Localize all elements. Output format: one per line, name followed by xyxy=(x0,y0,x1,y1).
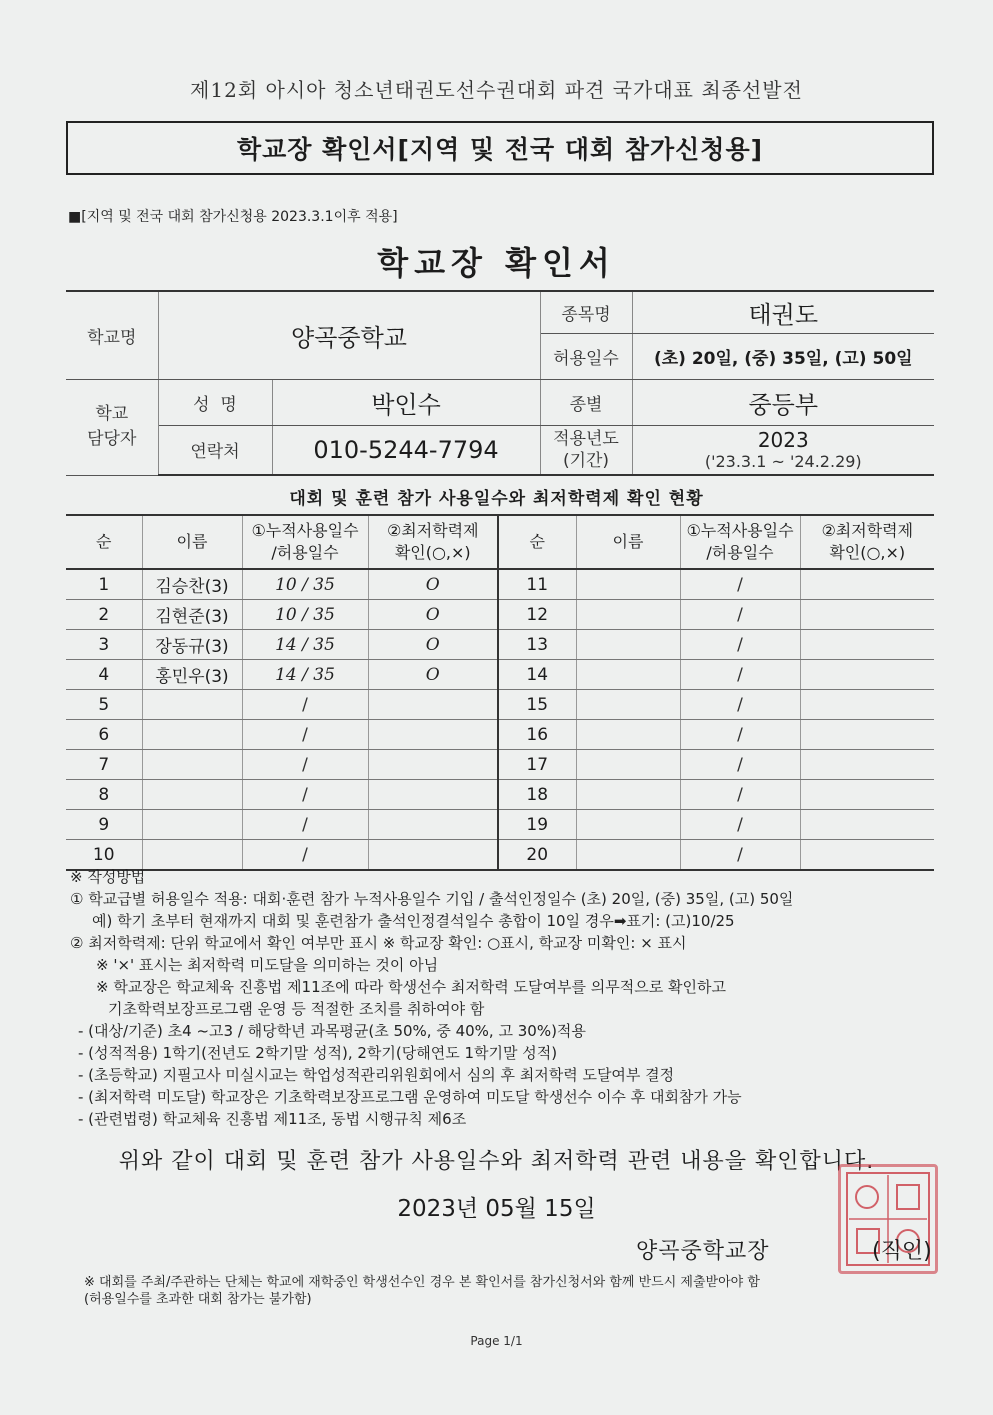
academic-check xyxy=(800,569,934,600)
student-status-table xyxy=(66,514,934,871)
instruction-line: ※ 학교장은 학교체육 진흥법 제11조에 따라 학생선수 최저학력 도달여부를 의무적으로 확인하고 xyxy=(96,978,726,996)
header-no: 순 xyxy=(498,515,576,569)
academic-check: O xyxy=(368,569,498,600)
days-used: 14 / 35 xyxy=(242,660,368,690)
allowed-days-label: 허용일수 xyxy=(540,333,632,379)
days-used: 10 / 35 xyxy=(242,600,368,630)
table-row xyxy=(66,810,934,840)
academic-check: O xyxy=(368,630,498,660)
academic-check xyxy=(368,720,498,750)
days-used: / xyxy=(680,600,800,630)
sport-value: 태권도 xyxy=(632,291,934,333)
main-heading: 학교장 확인서 xyxy=(377,244,616,282)
days-used: / xyxy=(680,840,800,871)
row-number: 18 xyxy=(498,780,576,810)
row-number: 5 xyxy=(66,690,142,720)
days-used: / xyxy=(680,660,800,690)
row-number: 17 xyxy=(498,750,576,780)
manager-label: 학교 담당자 xyxy=(66,379,158,475)
student-name xyxy=(142,780,242,810)
instruction-line: ※ '×' 표시는 최저학력 미도달을 의미하는 것이 아님 xyxy=(96,956,439,974)
instruction-line: - (성적적용) 1학기(전년도 2학기말 성적), 2학기(당해연도 1학기말 성적) xyxy=(78,1044,558,1062)
student-name: 홍민우(3) xyxy=(142,660,242,690)
contact-value: 010-5244-7794 xyxy=(272,425,540,475)
academic-check xyxy=(800,690,934,720)
footer-note-line: ※ 대회를 주최/주관하는 단체는 학교에 재학중인 학생선수인 경우 본 확인서를 참가신청서와 함께 반드시 제출받아야 함 xyxy=(84,1275,760,1290)
header-no: 순 xyxy=(66,515,142,569)
academic-check xyxy=(800,720,934,750)
instructions-title: ※ 작성방법 xyxy=(70,868,146,886)
row-number: 3 xyxy=(66,630,142,660)
days-used: 10 / 35 xyxy=(242,569,368,600)
instructions xyxy=(70,866,930,1130)
principal-name: 양곡중학교장 xyxy=(636,1239,770,1264)
page-number: Page 1/1 xyxy=(470,1334,523,1348)
school-label: 학교명 xyxy=(66,291,158,379)
header-academic: ②최저학력제 확인(○,×) xyxy=(368,515,498,569)
days-used: / xyxy=(680,690,800,720)
days-used: / xyxy=(242,750,368,780)
document-title: 학교장 확인서[지역 및 전국 대회 참가신청용] xyxy=(66,121,934,175)
academic-check xyxy=(368,690,498,720)
academic-check xyxy=(800,660,934,690)
days-used: 14 / 35 xyxy=(242,630,368,660)
row-number: 20 xyxy=(498,840,576,871)
school-info-table xyxy=(66,290,934,476)
student-name: 장동규(3) xyxy=(142,630,242,660)
row-number: 10 xyxy=(66,840,142,871)
footer-note-line: (허용일수를 초과한 대회 참가는 불가함) xyxy=(84,1292,312,1307)
days-used: / xyxy=(680,569,800,600)
student-name xyxy=(576,810,680,840)
row-number: 12 xyxy=(498,600,576,630)
instruction-line: 기초학력보장프로그램 운영 등 적절한 조치를 취하여야 함 xyxy=(108,1000,485,1018)
row-number: 7 xyxy=(66,750,142,780)
table-row xyxy=(66,780,934,810)
student-name xyxy=(576,750,680,780)
days-used: / xyxy=(242,780,368,810)
table-row xyxy=(66,660,934,690)
academic-check: O xyxy=(368,660,498,690)
instruction-line: - (초등학교) 지필고사 미실시교는 학업성적관리위원회에서 심의 후 최저학력 도달여부 결정 xyxy=(78,1066,675,1084)
instruction-line: - (관련법령) 학교체육 진흥법 제11조, 동법 시행규칙 제6조 xyxy=(78,1110,467,1128)
school-name: 양곡중학교 xyxy=(158,291,540,379)
division-label: 종별 xyxy=(540,379,632,425)
instruction-line: ① 학교급별 허용일수 적용: 대회·훈련 참가 누적사용일수 기입 / 출석인정일수 (초) 20일, (중) 35일, (고) 50일 xyxy=(70,890,794,908)
student-name: 김승찬(3) xyxy=(142,569,242,600)
student-name xyxy=(142,690,242,720)
instruction-line: 예) 학기 초부터 현재까지 대회 및 훈련참가 출석인정결석일수 총합이 10일 경우➡표기: (고)10/25 xyxy=(92,912,735,930)
instruction-line: - (대상/기준) 초4 ~고3 / 해당학년 과목평균(초 50%, 중 40%, 고 30%)적용 xyxy=(78,1022,586,1040)
student-name xyxy=(142,720,242,750)
academic-check xyxy=(800,630,934,660)
table-row xyxy=(66,569,934,600)
student-name xyxy=(576,690,680,720)
row-number: 6 xyxy=(66,720,142,750)
row-number: 4 xyxy=(66,660,142,690)
header-academic: ②최저학력제 확인(○,×) xyxy=(800,515,934,569)
document-date: 2023년 05월 15일 xyxy=(397,1196,596,1222)
year-value: 2023 xyxy=(757,428,809,453)
days-used: / xyxy=(242,720,368,750)
header-name: 이름 xyxy=(576,515,680,569)
student-name xyxy=(576,630,680,660)
table-row xyxy=(66,690,934,720)
contact-label: 연락처 xyxy=(158,425,272,475)
table-row xyxy=(66,600,934,630)
student-name xyxy=(142,810,242,840)
student-name xyxy=(142,750,242,780)
student-name: 김현준(3) xyxy=(142,600,242,630)
days-used: / xyxy=(242,810,368,840)
row-number: 15 xyxy=(498,690,576,720)
name-label: 성 명 xyxy=(158,379,272,425)
status-heading: 대회 및 훈련 참가 사용일수와 최저학력제 확인 현황 xyxy=(289,489,704,509)
instruction-line: - (최저학력 미도달) 학교장은 기초학력보장프로그램 운영하여 미도달 학생선수 이수 후 대회참가 가능 xyxy=(78,1088,742,1106)
table-row xyxy=(66,720,934,750)
days-used: / xyxy=(680,630,800,660)
row-number: 16 xyxy=(498,720,576,750)
academic-check xyxy=(800,750,934,780)
student-name xyxy=(576,569,680,600)
academic-check xyxy=(800,780,934,810)
academic-check xyxy=(368,780,498,810)
table-row xyxy=(66,750,934,780)
allowed-days-value: (초) 20일, (중) 35일, (고) 50일 xyxy=(632,333,934,379)
row-number: 8 xyxy=(66,780,142,810)
days-used: / xyxy=(242,840,368,871)
header-days: ①누적사용일수 /허용일수 xyxy=(242,515,368,569)
days-used: / xyxy=(680,780,800,810)
row-number: 2 xyxy=(66,600,142,630)
row-number: 14 xyxy=(498,660,576,690)
row-number: 11 xyxy=(498,569,576,600)
event-title: 제12회 아시아 청소년태권도선수권대회 파견 국가대표 최종선발전 xyxy=(190,78,803,102)
header-name: 이름 xyxy=(142,515,242,569)
year-label: 적용년도 (기간) xyxy=(540,425,632,475)
footer-note xyxy=(84,1274,760,1308)
days-used: / xyxy=(680,810,800,840)
confirm-text: 위와 같이 대회 및 훈련 참가 사용일수와 최저학력 관련 내용을 확인합니다. xyxy=(118,1149,875,1174)
student-name xyxy=(576,720,680,750)
division-value: 중등부 xyxy=(632,379,934,425)
row-number: 13 xyxy=(498,630,576,660)
manager-name: 박인수 xyxy=(272,379,540,425)
row-number: 19 xyxy=(498,810,576,840)
academic-check xyxy=(368,810,498,840)
days-used: / xyxy=(680,750,800,780)
academic-check xyxy=(800,810,934,840)
year-cell xyxy=(632,425,934,475)
academic-check xyxy=(800,600,934,630)
period-value: ('23.3.1 ~ '24.2.29) xyxy=(704,452,862,472)
seal-label: (직인) xyxy=(872,1239,932,1264)
sport-label: 종목명 xyxy=(540,291,632,333)
student-name xyxy=(576,660,680,690)
days-used: / xyxy=(680,720,800,750)
student-name xyxy=(576,600,680,630)
row-number: 9 xyxy=(66,810,142,840)
table-header-row xyxy=(66,515,934,569)
form-note: ■[지역 및 전국 대회 참가신청용 2023.3.1이후 적용] xyxy=(68,209,398,225)
header-days: ①누적사용일수 /허용일수 xyxy=(680,515,800,569)
instruction-line: ② 최저학력제: 단위 학교에서 확인 여부만 표시 ※ 학교장 확인: ○표시, 학교장 미확인: × 표시 xyxy=(70,934,687,952)
row-number: 1 xyxy=(66,569,142,600)
academic-check: O xyxy=(368,600,498,630)
academic-check xyxy=(368,750,498,780)
table-row xyxy=(66,630,934,660)
days-used: / xyxy=(242,690,368,720)
student-name xyxy=(576,780,680,810)
